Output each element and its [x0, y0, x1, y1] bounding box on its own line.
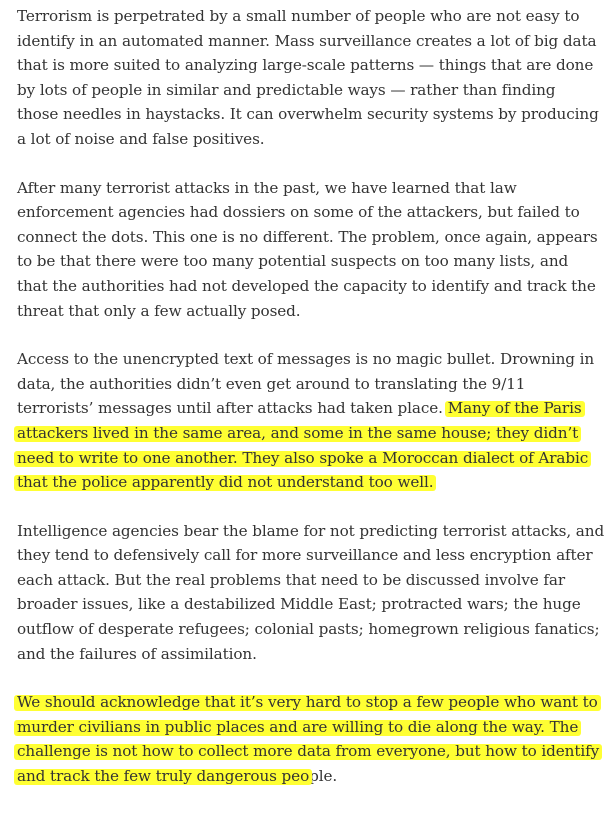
text-line: that the authorities had not developed the capacity to identify and track the — [17, 276, 596, 295]
article-body — [17, 4, 605, 813]
highlighted-text: murder civilians in public places and are willing to die along the way. The — [17, 717, 579, 736]
text-segment: ple. — [309, 767, 338, 786]
text-line — [17, 715, 597, 740]
text-line: broader issues, like a destabilized Middle East; protracted wars; the huge — [17, 595, 581, 614]
text-line: After many terrorist attacks in the past, we have learned that law — [17, 178, 517, 197]
text-segment: terrorists’ messages until after attacks had taken place. — [17, 399, 448, 418]
text-line: enforcement agencies had dossiers on some of the attackers, but failed to — [17, 203, 580, 222]
text-line: and the failures of assimilation. — [17, 644, 257, 663]
text-line — [17, 396, 597, 421]
text-line: they tend to defensively call for more surveillance and less encryption after — [17, 546, 593, 565]
text-line — [17, 690, 597, 715]
paragraph-2 — [17, 176, 597, 324]
paragraph-4 — [17, 519, 605, 667]
text-line: those needles in haystacks. It can overwhelm security systems by producing — [17, 105, 599, 124]
highlighted-text: that the police apparently did not understand too well. — [17, 473, 434, 492]
text-line: Terrorism is perpetrated by a small number of people who are not easy to — [17, 7, 580, 25]
text-line: that is more suited to analyzing large-scale patterns — things that are done — [17, 56, 594, 75]
highlighted-text: need to write to one another. They also spoke a Moroccan dialect of Arabic — [17, 448, 589, 467]
text-line: by lots of people in similar and predictable ways — rather than finding — [17, 80, 556, 99]
paragraph-3 — [17, 347, 597, 495]
text-line: Access to the unencrypted text of messages is no magic bullet. Drowning in — [17, 350, 595, 369]
highlighted-text: We should acknowledge that it’s very hard to stop a few people who want to — [17, 693, 598, 712]
text-line — [17, 764, 597, 789]
text-line: Intelligence agencies bear the blame for not predicting terrorist attacks, and — [17, 521, 605, 540]
text-line — [17, 446, 597, 471]
text-line: to be that there were too many potential suspects on too many lists, and — [17, 252, 569, 271]
highlighted-text: and track the few truly dangerous peo — [17, 767, 310, 786]
text-line: each attack. But the real problems that need to be discussed involve far — [17, 570, 566, 589]
text-line: connect the dots. This one is no different. The problem, once again, appears — [17, 227, 598, 246]
text-line — [17, 739, 600, 764]
paragraph-1 — [17, 4, 597, 152]
text-line: data, the authorities didn’t even get around to translating the 9/11 — [17, 374, 526, 393]
text-line: threat that only a few actually posed. — [17, 301, 301, 320]
paragraph-5 — [17, 690, 600, 788]
highlighted-text: attackers lived in the same area, and some in the same house; they didn’t — [17, 423, 579, 442]
text-line: a lot of noise and false positives. — [17, 129, 265, 148]
text-line — [17, 421, 597, 446]
text-line: identify in an automated manner. Mass surveillance creates a lot of big data — [17, 31, 597, 50]
highlighted-text: Many of the Paris — [447, 399, 582, 418]
text-line — [17, 470, 597, 495]
text-line: outflow of desperate refugees; colonial pasts; homegrown religious fanatics; — [17, 620, 600, 639]
highlighted-text: challenge is not how to collect more data from everyone, but how to identify — [17, 742, 600, 761]
